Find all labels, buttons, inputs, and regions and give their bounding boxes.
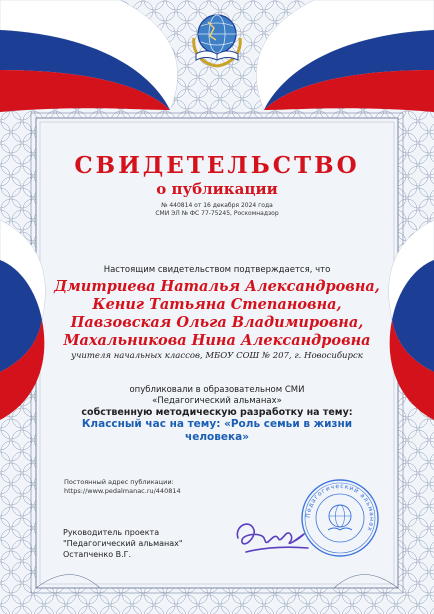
confirm-text: Настоящим свидетельством подтверждается, что [103, 265, 331, 275]
globe-book-emblem-icon [188, 8, 246, 72]
media-license: СМИ ЭЛ № ФС 77-75245, Роскомнадзор [155, 210, 279, 217]
address-url[interactable]: https://www.pedalmanac.ru/440814 [64, 487, 181, 495]
svg-text:Педагогический альманах [305, 483, 375, 533]
author-name: Дмитриева Наталья Александровна, [54, 278, 380, 295]
publication-topic: Классный час на тему: «Роль семьи в жизни человека» [81, 418, 353, 443]
head-organization: "Педагогический альманах" [63, 539, 183, 548]
author-position: учителя начальных классов, МБОУ СОШ № 207, г. Новосибирск [71, 351, 363, 361]
address-label: Постоянный адрес публикации: [64, 478, 174, 486]
seal-stamp-icon [300, 478, 380, 558]
published-text: опубликовали в образовательном СМИ [129, 385, 305, 395]
author-name: Кениг Татьяна Степановна, [92, 296, 342, 313]
head-name: Остапченко В.Г. [63, 550, 132, 559]
certificate-number: № 440814 от 16 декабря 2024 года [161, 202, 273, 209]
work-type: собственную методическую разработку на тему: [81, 407, 353, 418]
author-name: Павзовская Ольга Владимировна, [70, 314, 364, 331]
journal-name: «Педагогический альманах» [152, 396, 282, 406]
author-name: Махальникова Нина Александровна [63, 332, 371, 349]
head-title: Руководитель проекта [63, 528, 160, 537]
stamp-text: Педагогический альманах [304, 482, 376, 533]
certificate-subtitle: о публикации [156, 180, 278, 198]
certificate-title: СВИДЕТЕЛЬСТВО [74, 152, 360, 179]
